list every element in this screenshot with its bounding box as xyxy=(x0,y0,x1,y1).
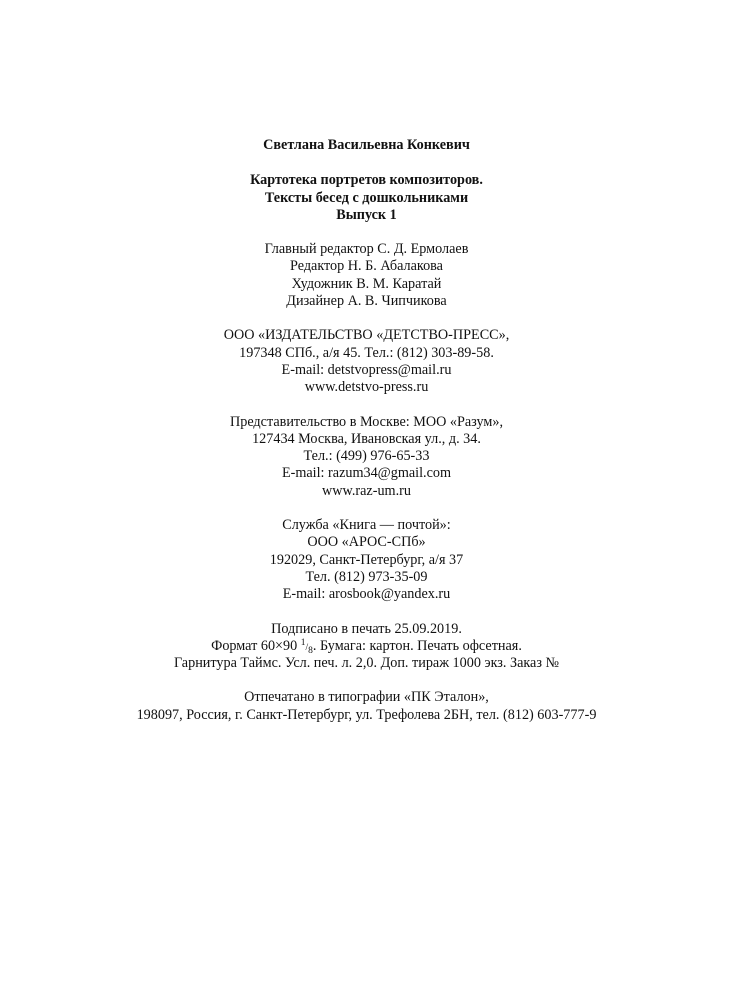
book-title xyxy=(0,172,733,224)
mail-service-company: ООО «АРОС-СПб» xyxy=(307,534,426,551)
moscow-office-email: E-mail: razum34@gmail.com xyxy=(281,465,452,482)
author-name: Светлана Васильевна Конкевич xyxy=(263,137,470,153)
format-fraction: 1/8 xyxy=(300,637,313,656)
mail-service-email: E-mail: arosbook@yandex.ru xyxy=(282,586,451,603)
issue-line: Выпуск 1 xyxy=(336,206,397,223)
typeface-line: Гарнитура Таймс. Усл. печ. л. 2,0. Доп. тираж 1000 экз. Заказ № xyxy=(173,655,560,672)
format-prefix: Формат 60×90 xyxy=(211,637,301,654)
editor: Редактор Н. Б. Абалакова xyxy=(290,258,443,275)
designer: Дизайнер А. В. Чипчикова xyxy=(286,293,447,310)
publisher-email: E-mail: detstvopress@mail.ru xyxy=(281,361,452,378)
printer-info xyxy=(0,689,733,724)
chief-editor: Главный редактор С. Д. Ермолаев xyxy=(264,241,469,258)
publisher-name: ООО «ИЗДАТЕЛЬСТВО «ДЕТСТВО-ПРЕСС», xyxy=(223,327,510,344)
imprint-page xyxy=(0,137,733,724)
signed-for-print: Подписано в печать 25.09.2019. xyxy=(271,620,462,637)
mail-service-address: 192029, Санкт-Петербург, а/я 37 xyxy=(269,551,464,568)
format-line xyxy=(0,638,733,655)
printer-address: 198097, Россия, г. Санкт-Петербург, ул. Трефолева 2БН, тел. (812) 603-777-9 xyxy=(136,706,597,723)
moscow-office-website: www.raz-um.ru xyxy=(322,482,411,499)
print-details xyxy=(0,621,733,673)
subtitle-line: Тексты бесед с дошкольниками xyxy=(264,189,469,206)
format-fraction-denominator: 8 xyxy=(308,645,313,656)
title-line: Картотека портретов композиторов. xyxy=(250,172,483,189)
moscow-office-name: Представительство в Москве: МОО «Разум», xyxy=(229,413,504,430)
printer-name: Отпечатано в типографии «ПК Эталон», xyxy=(244,689,489,706)
moscow-office-info xyxy=(0,414,733,500)
mail-service-info xyxy=(0,517,733,603)
mail-service-phone: Тел. (812) 973-35-09 xyxy=(305,568,428,585)
editorial-staff xyxy=(0,241,733,310)
publisher-website: www.detstvo-press.ru xyxy=(304,379,429,396)
artist: Художник В. М. Каратай xyxy=(291,275,442,292)
publisher-info xyxy=(0,327,733,396)
moscow-office-address: 127434 Москва, Ивановская ул., д. 34. xyxy=(252,430,481,447)
mail-service-title: Служба «Книга — почтой»: xyxy=(282,517,451,534)
publisher-address: 197348 СПб., а/я 45. Тел.: (812) 303-89-58. xyxy=(239,344,494,361)
moscow-office-phone: Тел.: (499) 976-65-33 xyxy=(303,448,430,465)
format-suffix: . Бумага: картон. Печать офсетная. xyxy=(312,637,522,654)
format-fraction-numerator: 1 xyxy=(300,637,306,648)
